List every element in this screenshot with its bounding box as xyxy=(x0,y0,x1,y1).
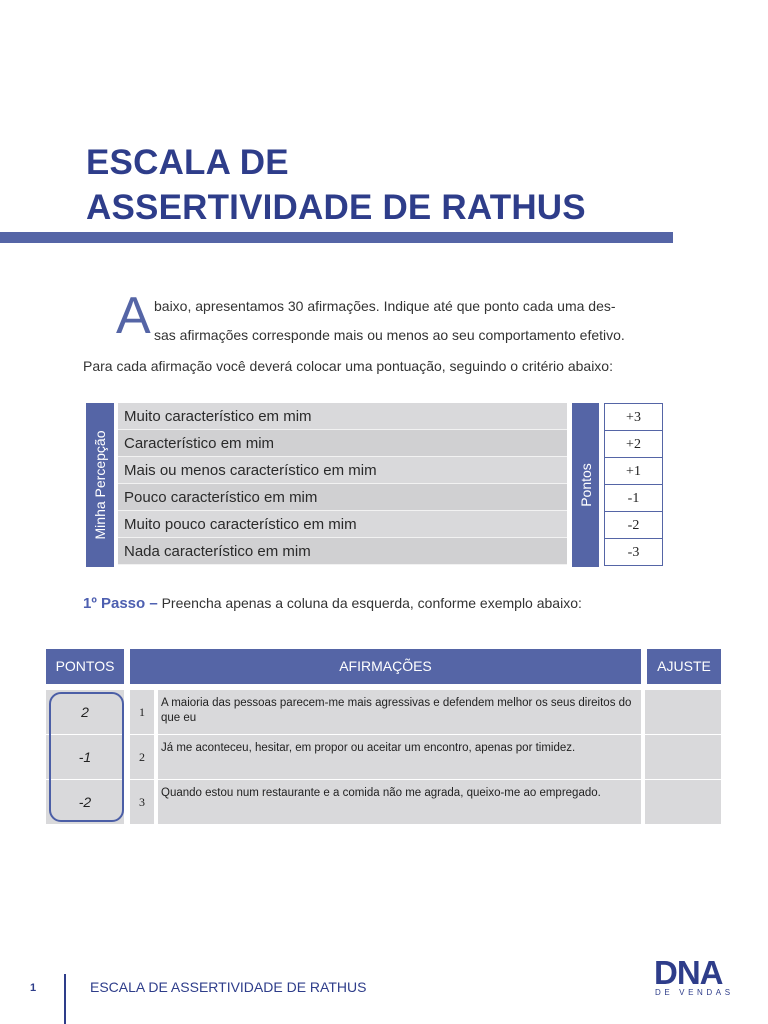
scale-points-value: -2 xyxy=(605,512,662,539)
pontos-cell[interactable]: 2 xyxy=(46,690,124,734)
perception-label: Minha Percepção xyxy=(92,430,108,540)
dna-logo-subtitle: DE VENDAS xyxy=(655,988,734,997)
footer-divider xyxy=(64,974,66,1024)
scale-row: Muito característico em mim xyxy=(118,403,567,430)
statement-text: A maioria das pessoas parecem-me mais agressivas e defendem melhor os seus direitos do que eu xyxy=(158,690,641,734)
title-line-1: ESCALA DE xyxy=(86,143,289,182)
scale-criteria-list xyxy=(118,403,567,565)
intro-line-3: Para cada afirmação você deverá colocar uma pontuação, seguindo o critério abaixo: xyxy=(83,358,613,374)
column-header-afirmacoes: AFIRMAÇÕES xyxy=(130,649,641,684)
scale-points-value: +1 xyxy=(605,458,662,485)
table-row xyxy=(46,780,721,824)
scale-row: Característico em mim xyxy=(118,430,567,457)
scale-points-column xyxy=(604,403,663,566)
scale-row: Muito pouco característico em mim xyxy=(118,511,567,538)
points-label: Pontos xyxy=(577,463,594,507)
title-underline xyxy=(0,232,673,243)
scale-row: Pouco característico em mim xyxy=(118,484,567,511)
title-line-2: ASSERTIVIDADE DE RATHUS xyxy=(86,188,586,227)
row-number: 1 xyxy=(130,690,154,734)
row-number: 2 xyxy=(130,735,154,779)
ajuste-cell[interactable] xyxy=(645,690,721,734)
ajuste-cell[interactable] xyxy=(645,780,721,824)
intro-line-1: baixo, apresentamos 30 afirmações. Indique até que ponto cada uma des- xyxy=(154,298,616,314)
scale-points-value: -1 xyxy=(605,485,662,512)
drop-cap: A xyxy=(116,287,151,345)
pontos-cell[interactable]: -1 xyxy=(46,735,124,779)
row-number: 3 xyxy=(130,780,154,824)
ajuste-cell[interactable] xyxy=(645,735,721,779)
statement-text: Já me aconteceu, hesitar, em propor ou aceitar um encontro, apenas por timidez. xyxy=(158,735,641,779)
scale-points-value: +2 xyxy=(605,431,662,458)
example-table xyxy=(46,690,721,825)
points-label-bar xyxy=(572,403,599,567)
column-header-ajuste: AJUSTE xyxy=(647,649,721,684)
table-row xyxy=(46,690,721,734)
statement-text: Quando estou num restaurante e a comida não me agrada, queixo-me ao empregado. xyxy=(158,780,641,824)
page-title xyxy=(86,140,586,230)
perception-label-bar xyxy=(86,403,114,567)
step-label: 1º Passo – xyxy=(83,595,158,612)
scale-points-value: -3 xyxy=(627,545,640,560)
scale-row: Mais ou menos característico em mim xyxy=(118,457,567,484)
intro-line-2: sas afirmações corresponde mais ou menos ao seu comportamento efetivo. xyxy=(154,327,625,343)
dna-logo: DNA xyxy=(654,954,723,991)
scale-row: Nada característico em mim xyxy=(118,538,567,565)
scale-points-value: +3 xyxy=(605,404,662,431)
pontos-cell[interactable]: -2 xyxy=(46,780,124,824)
step-text: Preencha apenas a coluna da esquerda, conforme exemplo abaixo: xyxy=(161,595,582,611)
column-header-pontos: PONTOS xyxy=(46,649,124,684)
step-instruction xyxy=(83,595,582,612)
table-row xyxy=(46,735,721,779)
pontos-highlight-outline xyxy=(49,692,124,822)
page-number: 1 xyxy=(30,982,37,994)
footer-title: ESCALA DE ASSERTIVIDADE DE RATHUS xyxy=(90,979,367,995)
